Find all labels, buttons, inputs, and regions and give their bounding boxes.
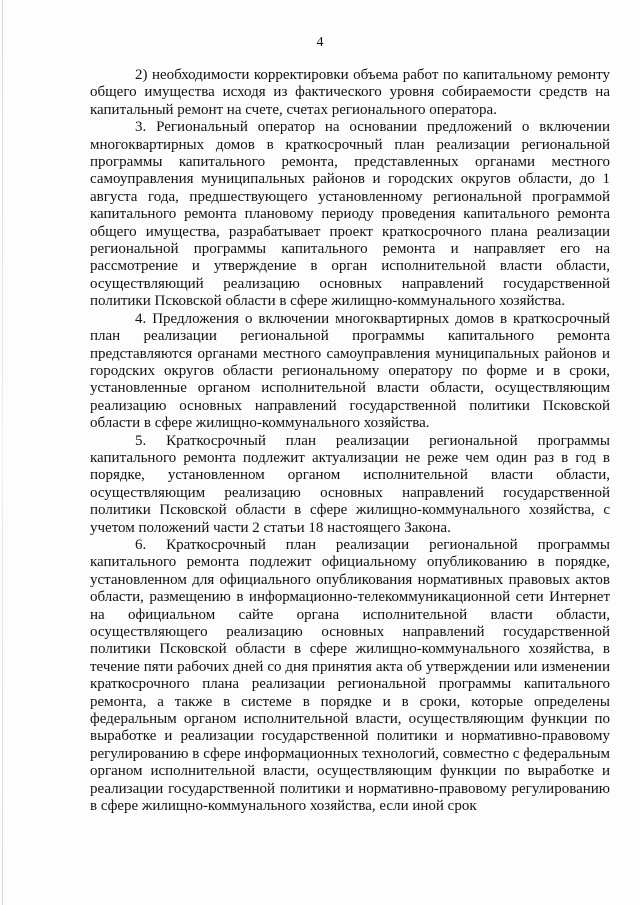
scan-edge — [2, 0, 3, 905]
paragraph-3: 3. Региональный оператор на основании предложений о включении многоквартирных домов в краткосрочный план реализации региональной программы капитального ремонта, представленных органами местного самоуправления муниципальных районов и городских округов области, до 1 августа года, предшествующего установленному региональной программой капитального ремонта плановому периоду проведения капитального ремонта общего имущества, разрабатывает проект краткосрочного плана реализации региональной программы капитального ремонта и направляет его на рассмотрение и утверждение в орган исполнительной власти области, осуществляющий реализацию основных направлений государственной политики Псковской области в сфере жилищно-коммунального хозяйства. — [90, 119, 610, 310]
paragraph-4: 4. Предложения о включении многоквартирных домов в краткосрочный план реализации региональной программы капитального ремонта представляются органами местного самоуправления муниципальных районов и городских округов области региональному оператору по форме и в сроки, установленные органом исполнительной власти области, осуществляющим реализацию основных направлений государственной политики Псковской области в сфере жилищно-коммунального хозяйства. — [90, 310, 610, 432]
paragraph-5: 5. Краткосрочный план реализации региональной программы капитального ремонта подлежит актуализации не реже чем один раз в год в порядке, установленном органом исполнительной власти области, осуществляющим реализацию основных направлений государственной политики Псковской области в сфере жилищно-коммунального хозяйства, с учетом положений части 2 статьи 18 настоящего Закона. — [90, 432, 610, 536]
document-body — [90, 67, 610, 815]
page-number: 4 — [316, 35, 324, 50]
paragraph-6: 6. Краткосрочный план реализации региональной программы капитального ремонта подлежит официальному опубликованию в порядке, установленном для официального опубликования нормативных правовых актов области, размещению в информационно-телекоммуникационной сети Интернет на официальном сайте органа исполнительной власти области, осуществляющего реализацию основных направлений государственной политики Псковской области в сфере жилищно-коммунального хозяйства, в течение пяти рабочих дней со дня принятия акта об утверждении или изменении краткосрочного плана реализации региональной программы капитального ремонта, а также в системе в порядке и в сроки, которые определены федеральным органом исполнительной власти, осуществляющим функции по выработке и реализации государственной политики и нормативно-правовому регулированию в сфере информационных технологий, совместно с федеральным органом исполнительной власти, осуществляющим функции по выработке и реализации государственной политики и нормативно-правовому регулированию в сфере жилищно-коммунального хозяйства, если иной срок — [90, 536, 610, 815]
paragraph-item-2: 2) необходимости корректировки объема работ по капитальному ремонту общего имущества исходя из фактического уровня собираемости средств на капитальный ремонт на счете, счетах регионального оператора. — [90, 67, 610, 118]
